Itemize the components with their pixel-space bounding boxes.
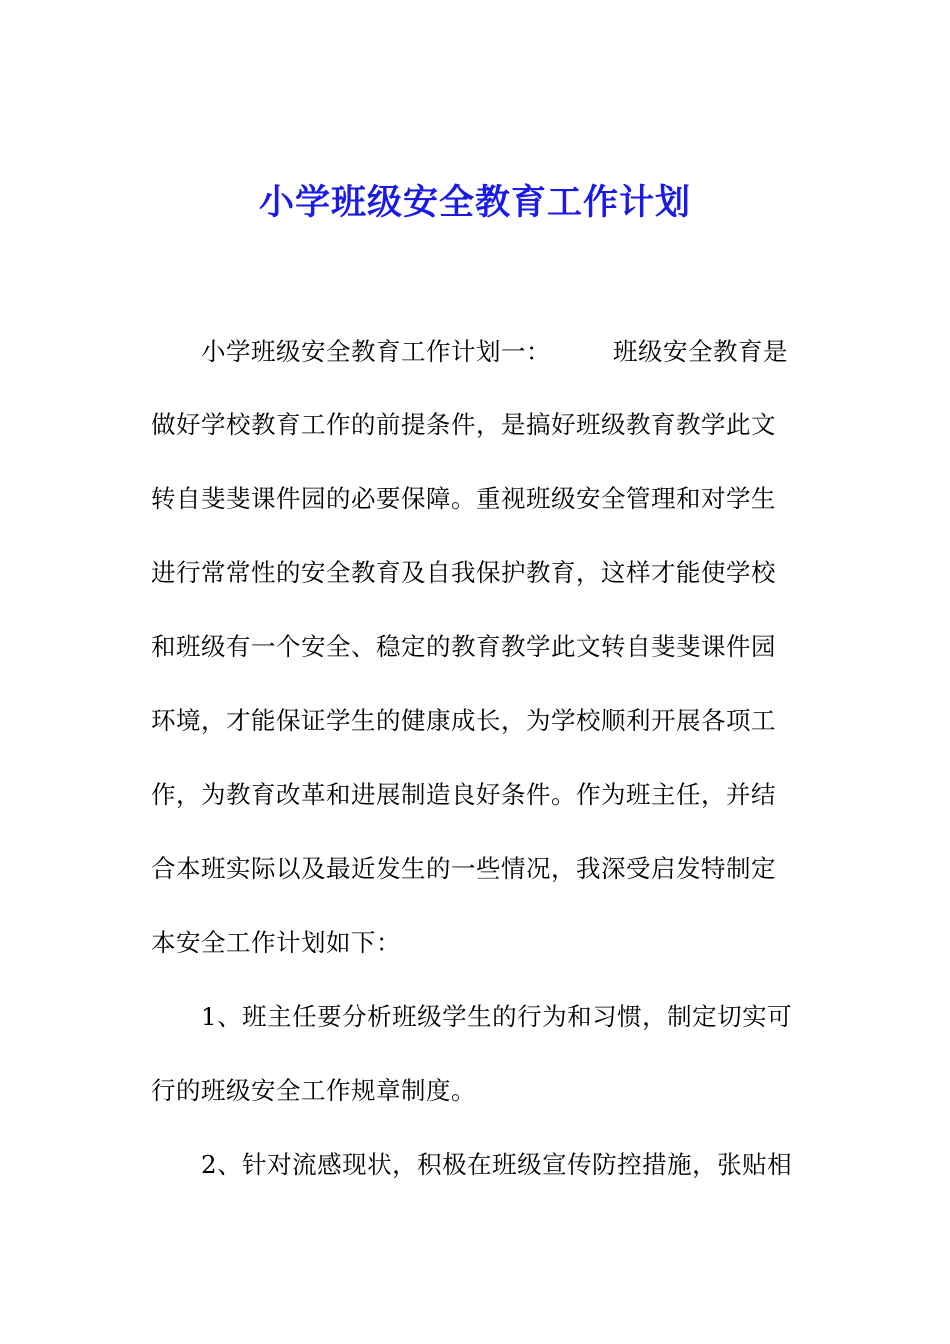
paragraph-line: 和班级有一个安全、稳定的教育教学此文转自斐斐课件园 xyxy=(151,632,776,661)
intro-text: 班级安全教育是 xyxy=(613,337,788,366)
paragraph-line: 本安全工作计划如下： xyxy=(151,928,401,957)
paragraph-line: 转自斐斐课件园的必要保障。重视班级安全管理和对学生 xyxy=(151,484,776,513)
paragraph-line: 环境，才能保证学生的健康成长，为学校顺利开展各项工 xyxy=(151,706,776,735)
paragraph-line xyxy=(201,335,788,369)
list-item-line: 1、班主任要分析班级学生的行为和习惯，制定切实可 xyxy=(201,1002,793,1031)
document-title: 小学班级安全教育工作计划 xyxy=(258,182,691,223)
paragraph-line: 合本班实际以及最近发生的一些情况，我深受启发特制定 xyxy=(151,854,776,883)
paragraph-line: 进行常常性的安全教育及自我保护教育，这样才能使学校 xyxy=(151,558,776,587)
intro-heading: 小学班级安全教育工作计划一： xyxy=(201,337,551,366)
paragraph-line: 做好学校教育工作的前提条件，是搞好班级教育教学此文 xyxy=(151,410,776,439)
paragraph-line: 作，为教育改革和进展制造良好条件。作为班主任，并结 xyxy=(151,780,776,809)
list-item-line: 行的班级安全工作规章制度。 xyxy=(151,1076,476,1105)
list-item-line: 2、针对流感现状，积极在班级宣传防控措施，张贴相 xyxy=(201,1150,793,1179)
